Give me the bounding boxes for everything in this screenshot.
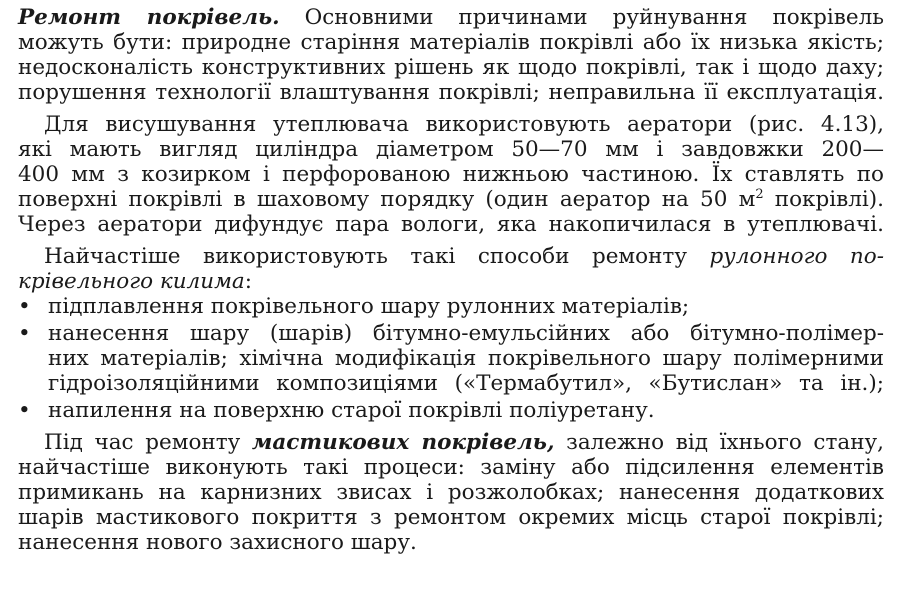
bullet-2-line-2: них матеріалів; хімічна модифікація покрівельного шару полімерними — [48, 346, 884, 371]
paragraph-1-line-2: можуть бути: природне старіння матеріалів покрівлі або їх низька якість; — [18, 30, 884, 55]
bullet-2-line-1: нанесення шару (шарів) бітумно-емульсійних або бітумно-полімер- — [48, 321, 884, 346]
paragraph-2-line-1: Для висушування утеплювача використовують аератори (рис. 4.13), — [44, 112, 884, 137]
section-heading: Ремонт покрівель. — [18, 5, 280, 30]
paragraph-1-line-1: Ремонт покрівель. Основними причинами руйнування покрівель — [18, 5, 884, 30]
paragraph-2-line-2: які мають вигляд циліндра діаметром 50—70 мм і завдовжки 200— — [18, 137, 884, 162]
paragraph-2-line-5: Через аератори дифундує пара вологи, яка накопичилася в утеплювачі. — [18, 212, 884, 237]
paragraph-3-line-2: крівельного килима: — [18, 269, 252, 294]
paragraph-4-line-2: найчастіше виконують такі процеси: заміну або підсилення елементів — [18, 455, 884, 480]
italic-term: рулонного по- — [709, 244, 884, 269]
superscript: 2 — [755, 186, 764, 202]
italic-term: мастикових покрівель, — [251, 430, 555, 455]
paragraph-1-line-3: недосконалість конструктивних рішень як щодо покрівлі, так і щодо даху; — [18, 55, 884, 80]
paragraph-4-line-4: шарів мастикового покриття з ремонтом окремих місць старої покрівлі; — [18, 505, 884, 530]
italic-term: крівельного килима — [18, 269, 245, 294]
paragraph-4-line-1: Під час ремонту мастикових покрівель, залежно від їхнього стану, — [44, 430, 885, 455]
bullet-marker: • — [18, 321, 31, 346]
bullet-marker: • — [18, 294, 31, 319]
bullet-1-line-1: підплавлення покрівельного шару рулонних матеріалів; — [48, 294, 690, 319]
paragraph-3-line-1: Найчастіше використовують такі способи ремонту рулонного по- — [44, 244, 884, 269]
paragraph-2-line-4: поверхні покрівлі в шаховому порядку (один аератор на 50 $м^2$ покрівлі). — [18, 186, 884, 212]
paragraph-4-line-5: нанесення нового захисного шару. — [18, 530, 417, 555]
paragraph-4-line-3: примикань на карнизних звисах і розжолобках; нанесення додаткових — [18, 480, 884, 505]
bullet-2-line-3: гідроізоляційними композиціями («Термабутил», «Бутислан» та ін.); — [48, 371, 884, 396]
bullet-3-line-1: напилення на поверхню старої покрівлі поліуретану. — [48, 398, 655, 423]
paragraph-2-line-3: 400 мм з козирком і перфорованою нижньою частиною. Їх ставлять по — [18, 162, 884, 187]
paragraph-1-line-4: порушення технології влаштування покрівлі; неправильна її експлуатація. — [18, 80, 884, 105]
bullet-marker: • — [18, 398, 31, 423]
